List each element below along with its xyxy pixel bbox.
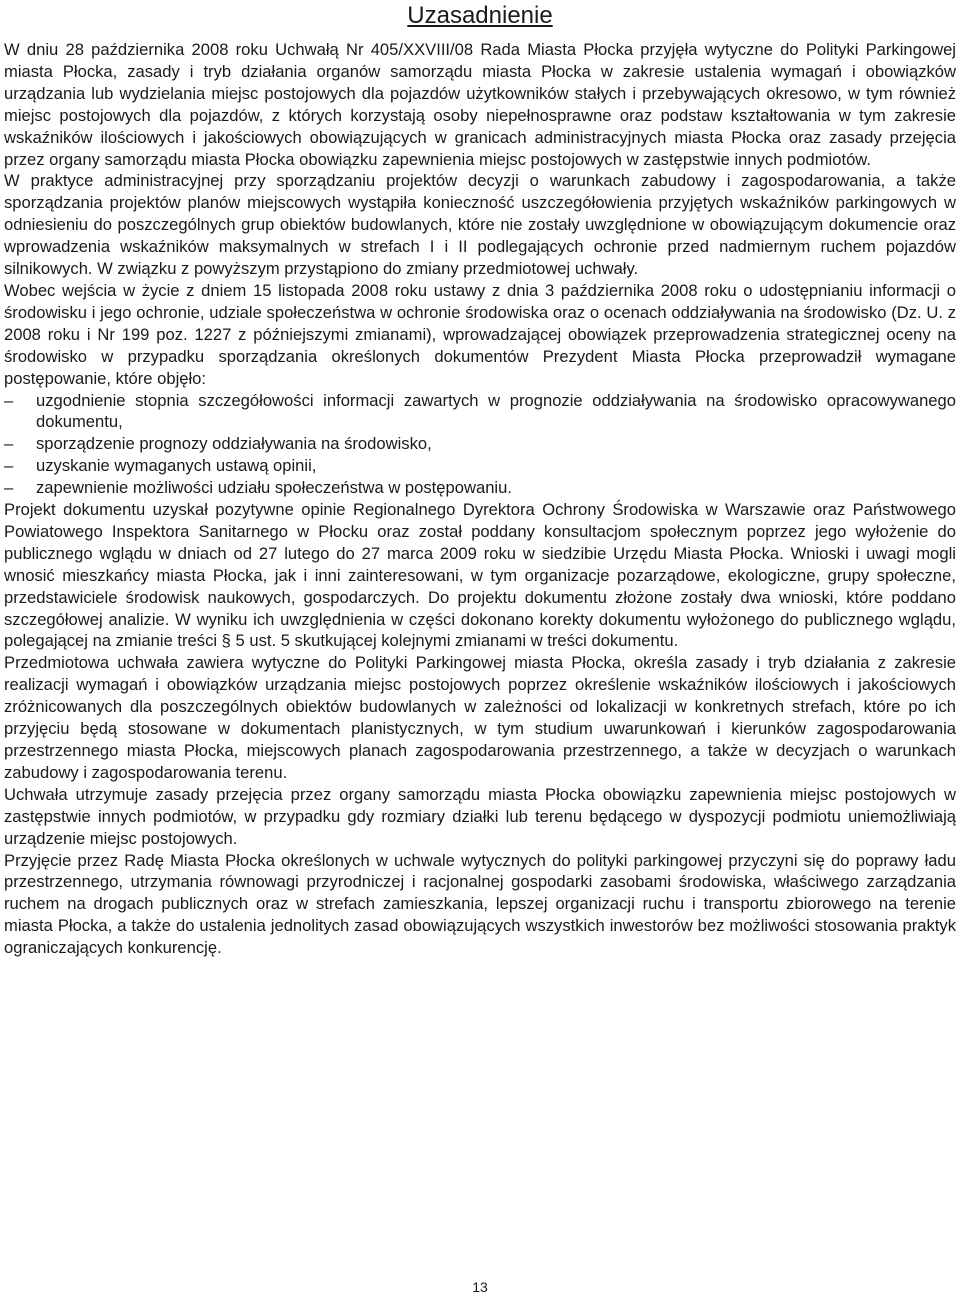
dash-bullet: – (4, 478, 14, 498)
document-page (4, 0, 956, 959)
list-item (4, 433, 956, 455)
list-item (4, 390, 956, 434)
list-item-text: uzyskanie wymaganych ustawą opinii, (36, 456, 317, 476)
paragraph-expected-effects: Przyjęcie przez Radę Miasta Płocka określonych w uchwale wytycznych do polityki parkingowej przyczyni się do poprawy ładu przestrzennego, utrzymania równowagi przyrodniczej i racjonalnej gospodarki zasobami środowiska, właściwego zarządzania ruchem na drogach publicznych oraz w strefach zamieszkania, lepszej organizacji ruchu i transportu zbiorowego na terenie miasta Płocka, a także do ustalenia jednolitych zasad obowiązujących wszystkich inwestorów bez możliwości stosowania praktyk ograniczających konkurencję. (4, 850, 956, 958)
paragraph-project-opinions: Projekt dokumentu uzyskał pozytywne opinie Regionalnego Dyrektora Ochrony Środowiska w Warszawie oraz Państwowego Powiatowego Inspektora Sanitarnego w Płocku oraz został poddany konsultacjom społecznym poprzez jego wyłożenie do publicznego wglądu w dniach od 27 lutego do 27 marca 2009 roku w siedzibie Urzędu Miasta Płocka. Wnioski i uwagi mogli wnosić mieszkańcy miasta Płocka, jak i inni zainteresowani, w tym organizacje pozarządowe, ekologiczne, grupy społeczne, przedstawiciele środowisk naukowych, gospodarczych. Do projektu dokumentu złożone zostały dwa wnioski, które poddano szczegółowej analizie. W wyniku ich uwzględnienia w części dokonano korekty dokumentu wyłożonego do publicznego wglądu, polegającej na zmianie treści § 5 ust. 5 skutkującej kolejnymi zmianami w treści dokumentu. (4, 500, 956, 651)
list-item-text: zapewnienie możliwości udziału społeczeństwa w postępowaniu. (36, 478, 512, 498)
list-item (4, 455, 956, 477)
paragraph-resolution-content: Przedmiotowa uchwała zawiera wytyczne do Polityki Parkingowej miasta Płocka, określa zasady i tryb działania z zakresie realizacji wymagań i obowiązków urządzania miejsc postojowych poprzez określenie wskaźników ilościowych i jakościowych zróżnicowanych dla poszczególnych obiektów budowlanych w zależności od lokalizacji w konkretnych strefach, które po ich przyjęciu będą stosowane w dokumentach planistycznych, w tym studium uwarunkowań i kierunków zagospodarowania przestrzennego miasta Płocka, miejscowych planach zagospodarowania przestrzennego, a także w decyzjach o warunkach zabudowy i zagospodarowania terenu. (4, 653, 956, 782)
page-number: 13 (472, 1279, 488, 1295)
list-item (4, 477, 956, 499)
list-item-text: sporządzenie prognozy oddziaływania na środowisko, (36, 434, 432, 454)
procedure-steps-list (4, 390, 956, 500)
dash-bullet: – (4, 456, 14, 476)
dash-bullet: – (4, 434, 14, 454)
dash-bullet: – (4, 390, 14, 410)
paragraph-environmental-act: Wobec wejścia w życie z dniem 15 listopada 2008 roku ustawy z dnia 3 października 2008 roku o udostępnianiu informacji o środowisku i jego ochronie, udziale społeczeństwa w ochronie środowiska oraz o ocenach oddziaływania na środowisko (Dz. U. z 2008 roku i Nr 199 poz. 1227 z późniejszymi zmianami), wprowadzającej obowiązek przeprowadzenia strategicznej oceny na środowisko w przypadku sporządzania określonych dokumentów Prezydent Miasta Płocka przeprowadził wymagane postępowanie, które objęło: (4, 280, 956, 388)
document-title: Uzasadnienie (407, 2, 553, 29)
paragraph-resolution-background: W dniu 28 października 2008 roku Uchwałą Nr 405/XXVIII/08 Rada Miasta Płocka przyjęła wytyczne do Polityki Parkingowej miasta Płocka, zasady i tryb działania organów samorządu miasta Płocka w zakresie ustalenia wymagań i obowiązków urządzania lub wydzielania miejsc postojowych dla pojazdów użytkowników stałych i przebywających okresowo, w tym również miejsc postojowych dla pojazdów, z których korzystają osoby niepełnosprawne oraz podstaw kształtowania w tym zakresie wskaźników ilościowych i jakościowych obowiązujących w granicach administracyjnych miasta Płocka oraz zasady przejęcia przez organy samorządu miasta Płocka obowiązku zapewnienia miejsc postojowych w zastępstwie innych podmiotów. (4, 40, 956, 169)
list-item-text: uzgodnienie stopnia szczegółowości informacji zawartych w prognozie oddziaływania na środowisko opracowywanego dokumentu, (36, 390, 956, 432)
paragraph-parking-obligation: Uchwała utrzymuje zasady przejęcia przez organy samorządu miasta Płocka obowiązku zapewnienia miejsc postojowych w zastępstwie innych podmiotów, w przypadku gdy rozmiary działki lub terenu będącego w dyspozycji podmiotu uniemożliwiają urządzenie miejsc postojowych. (4, 784, 956, 848)
paragraph-administrative-practice: W praktyce administracyjnej przy sporządzaniu projektów decyzji o warunkach zabudowy i zagospodarowania, a także sporządzania projektów planów miejscowych wystąpiła konieczność uszczegółowienia przyjętych wskaźników parkingowych w odniesieniu do poszczególnych grup obiektów budowlanych, które nie zostały uwzględnione w obowiązującym dokumencie oraz wprowadzenia wskaźników maksymalnych w strefach I i II podlegających ochronie przed nadmiernym ruchem pojazdów silnikowych. W związku z powyższym przystąpiono do zmiany przedmiotowej uchwały. (4, 171, 956, 279)
